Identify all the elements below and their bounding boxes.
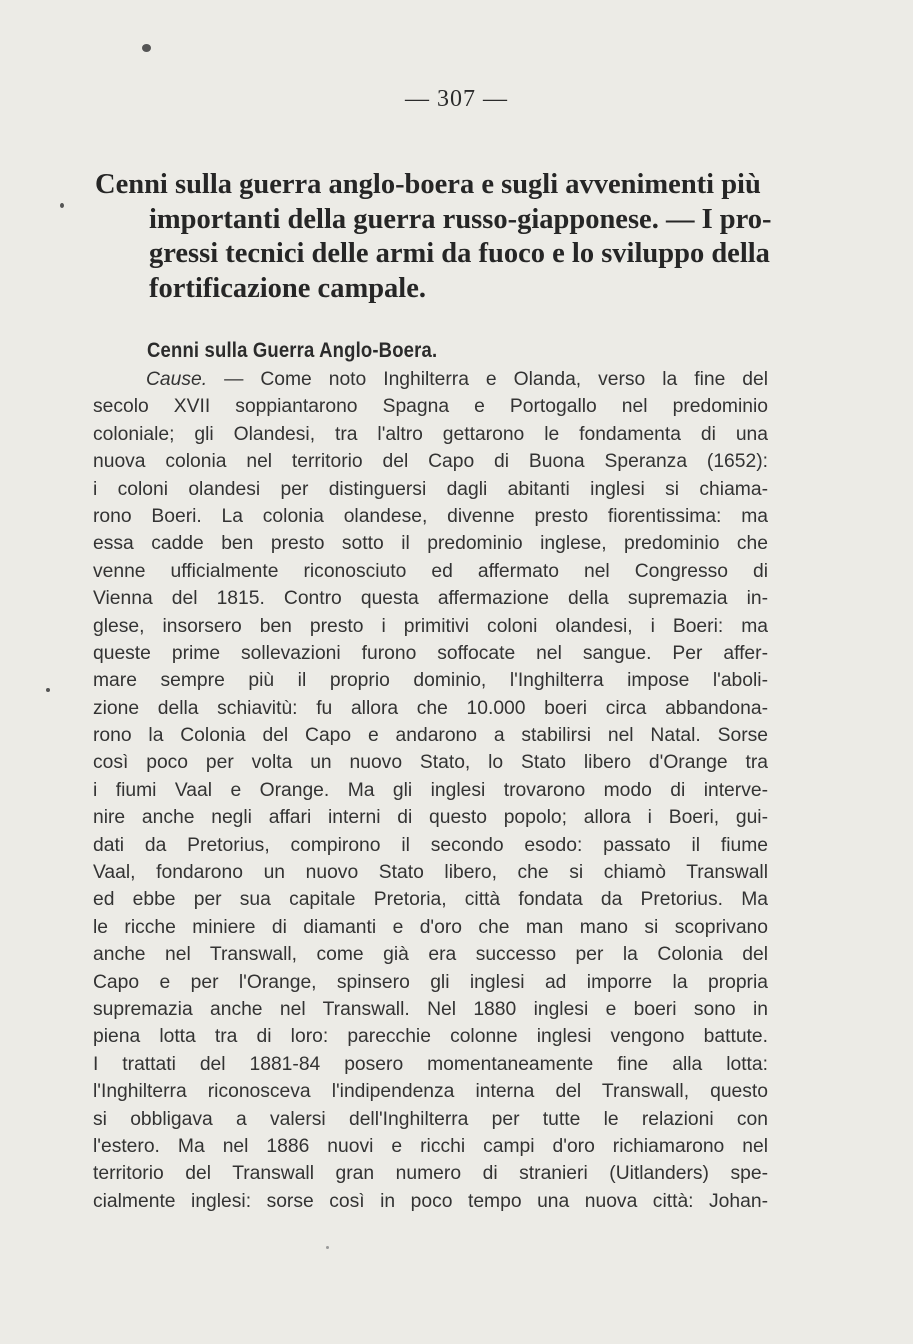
page-number: — 307 — xyxy=(405,86,508,112)
text-line: le ricche miniere di diamanti e d'oro che man mano si scoprivano xyxy=(93,916,768,938)
text-line: anche nel Transwall, come già era successo per la Colonia del xyxy=(93,944,768,966)
text-line: coloniale; gli Olandesi, tra l'altro gettarono le fondamenta di una xyxy=(93,423,768,445)
text-line: Vienna del 1815. Contro questa affermazione della supremazia in- xyxy=(93,588,768,610)
text-line: Vaal, fondarono un nuovo Stato libero, che si chiamò Transwall xyxy=(93,862,768,884)
text-line: mare sempre più il proprio dominio, l'Inghilterra impose l'aboli- xyxy=(93,670,768,692)
text-line: ed ebbe per sua capitale Pretoria, città fondata da Pretorius. Ma xyxy=(93,889,768,911)
text-line: rono la Colonia del Capo e andarono a stabilirsi nel Natal. Sorse xyxy=(93,725,768,747)
text-line: venne ufficialmente riconosciuto ed affermato nel Congresso di xyxy=(93,560,768,582)
text-line: nuova colonia nel territorio del Capo di Buona Speranza (1652): xyxy=(93,451,768,473)
text-line: piena lotta tra di loro: parecchie colonne inglesi vengono battute. xyxy=(93,1026,768,1048)
text-line-content: — Come noto Inghilterra e Olanda, verso la fine del xyxy=(207,369,768,390)
text-line: glese, insorsero ben presto i primitivi coloni olandesi, i Boeri: ma xyxy=(93,615,768,637)
chapter-title-line: fortificazione campale. xyxy=(149,272,426,304)
run-in-heading: Cause. xyxy=(146,369,208,390)
text-line: così poco per volta un nuovo Stato, lo Stato libero d'Orange tra xyxy=(93,752,768,774)
chapter-title-line: importanti della guerra russo-giapponese. — I pro- xyxy=(149,203,772,235)
text-line: si obbligava a valersi dell'Inghilterra per tutte le relazioni con xyxy=(93,1108,768,1130)
text-line: queste prime sollevazioni furono soffocate nel sangue. Per affer- xyxy=(93,642,768,664)
text-line: supremazia anche nel Transwall. Nel 1880 inglesi e boeri sono in xyxy=(93,998,768,1020)
ink-speck xyxy=(142,44,151,52)
text-line: nire anche negli affari interni di questo popolo; allora i Boeri, gui- xyxy=(93,807,768,829)
text-line: zione della schiavitù: fu allora che 10.000 boeri circa abbandona- xyxy=(93,697,768,719)
section-heading: Cenni sulla Guerra Anglo-Boera. xyxy=(147,338,438,362)
text-line: l'estero. Ma nel 1886 nuovi e ricchi campi d'oro richiamarono nel xyxy=(93,1135,768,1157)
ink-speck xyxy=(46,688,50,692)
text-line: cialmente inglesi: sorse così in poco tempo una nuova città: Johan- xyxy=(93,1190,768,1212)
text-line: i coloni olandesi per distinguersi dagli abitanti inglesi si chiama- xyxy=(93,478,768,500)
text-line: rono Boeri. La colonia olandese, divenne presto fiorentissima: ma xyxy=(93,505,768,527)
body-paragraph xyxy=(93,366,768,1215)
text-line: Capo e per l'Orange, spinsero gli inglesi ad imporre la propria xyxy=(93,971,768,993)
text-line: territorio del Transwall gran numero di stranieri (Uitlanders) spe- xyxy=(93,1163,768,1185)
chapter-title-line: Cenni sulla guerra anglo-boera e sugli avvenimenti più xyxy=(95,169,761,200)
text-line: secolo XVII soppiantarono Spagna e Portogallo nel predominio xyxy=(93,396,768,418)
text-line: essa cadde ben presto sotto il predominio inglese, predominio che xyxy=(93,533,768,555)
chapter-title-line: gressi tecnici delle armi da fuoco e lo sviluppo della xyxy=(149,238,770,269)
text-line: l'Inghilterra riconosceva l'indipendenza interna del Transwall, questo xyxy=(93,1081,768,1103)
ink-speck xyxy=(326,1246,329,1249)
ink-speck xyxy=(60,203,64,208)
text-line: i fiumi Vaal e Orange. Ma gli inglesi trovarono modo di interve- xyxy=(93,779,768,801)
text-line: I trattati del 1881-84 posero momentaneamente fine alla lotta: xyxy=(93,1053,768,1075)
text-line: dati da Pretorius, compirono il secondo esodo: passato il fiume xyxy=(93,834,768,856)
text-line xyxy=(93,366,768,393)
chapter-title xyxy=(95,168,770,306)
